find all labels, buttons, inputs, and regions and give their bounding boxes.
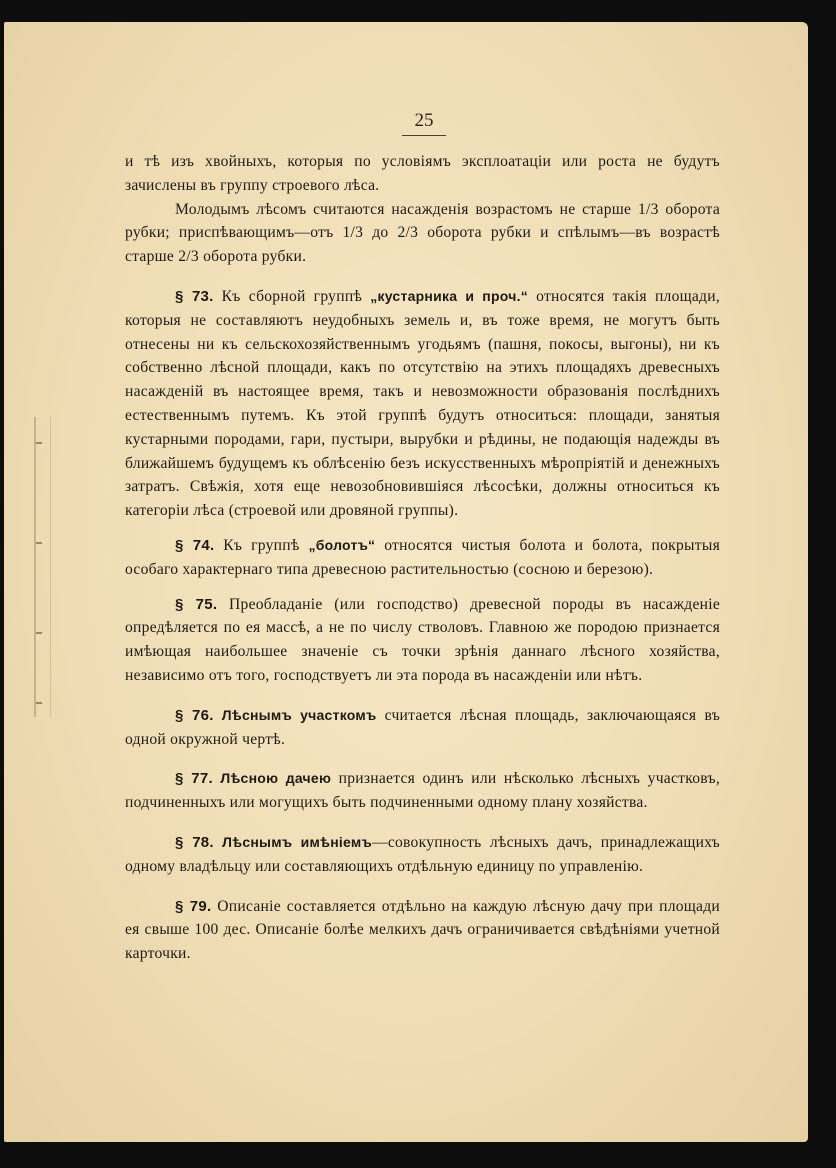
paragraph-section-78 <box>125 831 720 879</box>
fraction: 2/3 <box>178 248 199 266</box>
fraction: 2/3 <box>397 224 419 242</box>
binding-edge <box>34 417 51 717</box>
paragraph-text: относятся чистыя болота и болота, покрытыя особаго характернаго типа древесною растительностью (сосною и березою). <box>125 536 720 578</box>
paragraph-continuation <box>125 150 720 198</box>
paragraph-young-forest <box>125 198 720 269</box>
paragraph-text: Къ сборной группѣ <box>213 287 371 305</box>
paragraph-text: —совокупность лѣсныхъ дачъ, принадлежащихъ одному владѣльцу или составляющихъ отдѣльную единицу по управленію. <box>125 833 720 875</box>
fraction: 1/3 <box>342 224 364 242</box>
page-number-rule <box>402 135 446 136</box>
paragraph-text: Преобладаніе (или господство) древесной породы въ насажденіе опредѣляется по ея массѣ, а не по числу стволовъ. Главною же породою признается имѣющая наибольшее значеніе съ точки зрѣнія даннаго лѣсного хозяйства, независимо отъ того, господствуетъ ли эта порода въ насажденіи или нѣтъ. <box>125 595 720 684</box>
page-number: 25 <box>414 110 434 131</box>
section-number: § 78. <box>175 833 214 851</box>
paragraph-text <box>214 834 222 851</box>
section-number: § 75. <box>175 595 218 613</box>
fraction: 1/3 <box>637 200 659 218</box>
section-number: § 74. <box>175 536 215 554</box>
paragraph-section-77 <box>125 767 720 815</box>
paragraph-text: оборота рубки. <box>198 248 307 266</box>
paragraph-text: Къ группѣ <box>214 536 309 554</box>
paragraph-section-75 <box>125 593 720 688</box>
paragraph-text: и тѣ изъ хвойныхъ, которыя по условіямъ эксплоатаціи или роста не будутъ зачислены въ группу строевого лѣса. <box>125 153 720 194</box>
paragraph-text: относятся такія площади, которыя не составляютъ неудобныхъ земель и, въ тоже время, не могутъ быть отнесены ни къ сельскохозяйственнымъ угодьямъ (пашня, покосы, выгоны), ни къ собственно лѣсной площади, какъ по отсутствію на этихъ площадяхъ древесныхъ насажденій въ настоящее время, такъ и невозможности образованія послѣднихъ естественнымъ путемъ. Къ этой группѣ будутъ относиться: площади, занятыя кустарными породами, гари, пустыри, вырубки и рѣдины, не подающія надежды въ ближайшемъ будущемъ къ облѣсенію безъ искусственныхъ мѣропріятій и денежныхъ затратъ. Свѣжія, хотя еще невозобновившіяся лѣсосѣки, должны относиться къ категоріи лѣса (строевой или дровяной группы). <box>125 287 720 520</box>
paragraph-text: Описаніе составляется отдѣльно на каждую лѣсную дачу при площади ея свыше 100 дес. Описаніе болѣе мелкихъ дачъ ограничивается свѣдѣніями учетной карточки. <box>125 897 720 963</box>
section-number: § 79. <box>175 897 212 915</box>
paragraph-text: Молодымъ лѣсомъ считаются насажденія возрастомъ не старше <box>175 200 638 218</box>
paragraph-section-74 <box>125 534 720 582</box>
section-number: § 73. <box>175 287 214 305</box>
paragraph-text: до <box>363 224 398 242</box>
paragraph-text <box>214 707 222 724</box>
paragraph-text: считается лѣсная площадь, заключающаяся въ одной окружной чертѣ. <box>125 706 721 748</box>
bold-term: Лѣснымъ участкомъ <box>221 706 377 723</box>
bold-term: Лѣснымъ имѣніемъ <box>222 833 372 850</box>
bold-term: „кустарника и проч.“ <box>370 287 529 304</box>
book-page <box>4 22 808 1142</box>
paragraph-section-76 <box>125 704 720 752</box>
section-number: § 77. <box>175 770 213 788</box>
paragraph-text: оборота рубки; приспѣвающимъ—отъ <box>125 200 720 242</box>
binding-mark <box>36 632 42 634</box>
binding-mark <box>36 442 42 444</box>
section-number: § 76. <box>175 706 214 724</box>
paragraph-text: признается одинъ или нѣсколько лѣсныхъ участковъ, подчиненныхъ или могущихъ быть подчиненными одному плану хозяйства. <box>125 770 720 812</box>
bold-term: „болотъ“ <box>308 536 376 553</box>
paragraph-text: оборота рубки и спѣлымъ—въ возрастѣ старше <box>125 224 721 266</box>
binding-mark <box>36 702 42 704</box>
paragraph-section-73 <box>125 285 720 523</box>
body-text <box>125 150 720 966</box>
paragraph-section-79 <box>125 895 720 966</box>
bold-term: Лѣсною дачею <box>220 770 332 787</box>
binding-mark <box>36 542 42 544</box>
